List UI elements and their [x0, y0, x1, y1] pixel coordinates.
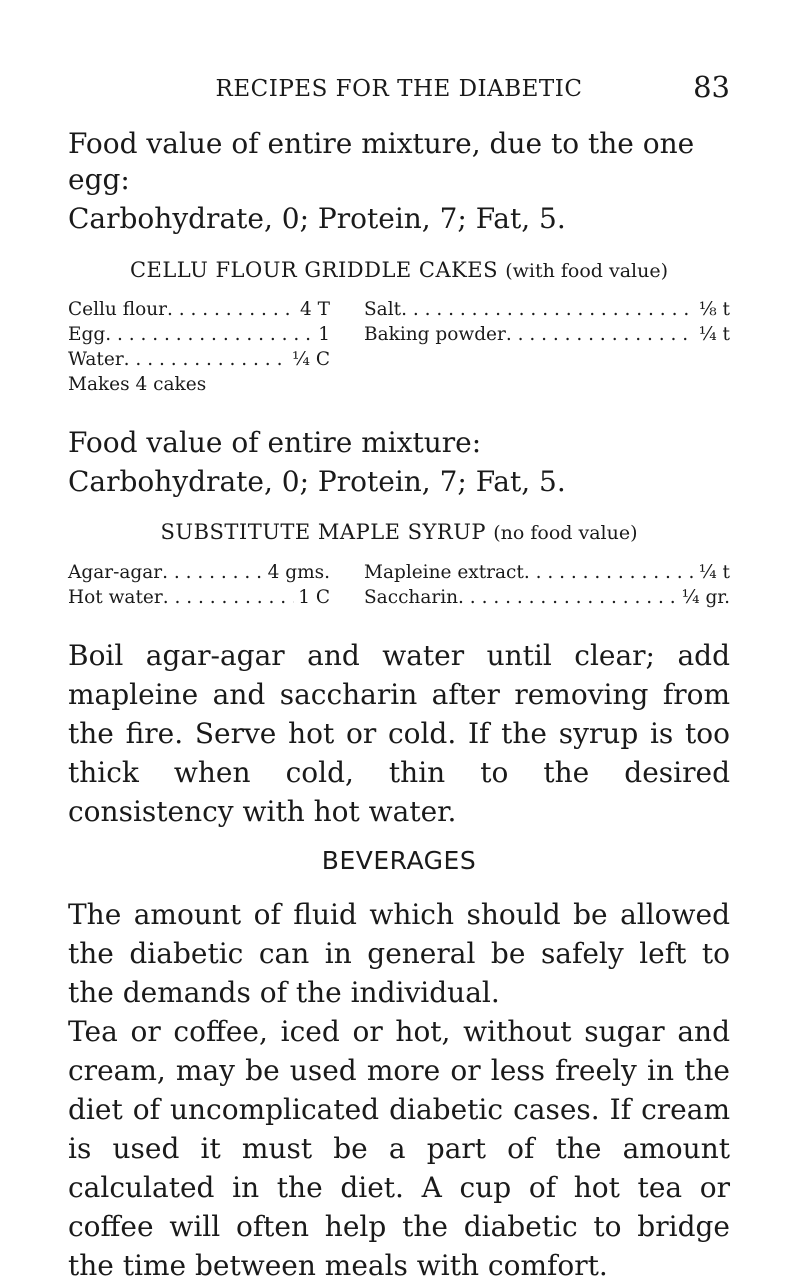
recipe-title-note: (no food value): [493, 522, 638, 544]
ingredient-baking-powder: Baking powder . . . ¼ t: [364, 322, 730, 348]
ingredient-agar-agar: Agar-agar . . . 4 gms.: [68, 560, 330, 586]
ingredient-row: [68, 347, 730, 373]
ingredient-hot-water: Hot water . . . 1 C: [68, 585, 330, 611]
ingredient-water: Water . . . ¼ C: [68, 347, 330, 373]
page-header: [68, 70, 730, 106]
syrup-directions: Boil agar-agar and water until clear; add mapleine and saccharin after removing from the fire. Serve hot or cold. If the syrup is too thick when cold, thin to the desired consistency with hot water.: [68, 639, 730, 828]
ingredient-row: [68, 322, 730, 348]
ingredient-row: [68, 560, 730, 586]
ingredient-row: [68, 297, 730, 323]
running-head: RECIPES FOR THE DIABETIC: [215, 76, 583, 102]
food-value: Carbohydrate, 0; Protein, 7; Fat, 5.: [68, 465, 566, 498]
recipe-title-maple-syrup-line: [68, 520, 730, 544]
recipe-title-text: SUBSTITUTE MAPLE SYRUP: [160, 520, 487, 544]
beverages-paragraph-1: The amount of fluid which should be allowed the diabetic can in general be safely left to the demands of the individual.: [68, 898, 730, 1009]
intro-line-1: Food value of entire mixture, due to the one: [68, 127, 695, 160]
recipe-title-griddle-cakes: [68, 258, 730, 282]
recipe-title-text: CELLU FLOUR GRIDDLE CAKES: [129, 258, 499, 282]
ingredient-egg: Egg . . . 1: [68, 322, 330, 348]
ingredient-cellu-flour: Cellu flour . . . 4 T: [68, 297, 330, 323]
recipe-title-note: (with food value): [505, 260, 669, 282]
ingredient-mapleine-extract: Mapleine extract . . . ¼ t: [364, 560, 730, 586]
ingredient-salt: Salt . . . ⅛ t: [364, 297, 730, 323]
page-number: 83: [693, 70, 730, 104]
food-value-label: Food value of entire mixture:: [68, 426, 482, 459]
beverages-paragraph-2: Tea or coffee, iced or hot, without sugar and cream, may be used more or less freely in the diet of uncomplicated diabetic cases. If cream is used it must be a part of the amount calculated in the diet. A cup of hot tea or coffee will often help the diabetic to bridge the time between meals with comfort.: [68, 1015, 730, 1282]
section-title-beverages: BEVERAGES: [321, 846, 477, 875]
intro-food-value: Carbohydrate, 0; Protein, 7; Fat, 5.: [68, 202, 566, 235]
recipe-yield: Makes 4 cakes: [68, 374, 207, 395]
ingredient-saccharin: Saccharin . . . ¼ gr.: [364, 585, 730, 611]
ingredient-row: [68, 585, 730, 611]
intro-line-2: egg:: [68, 163, 130, 196]
